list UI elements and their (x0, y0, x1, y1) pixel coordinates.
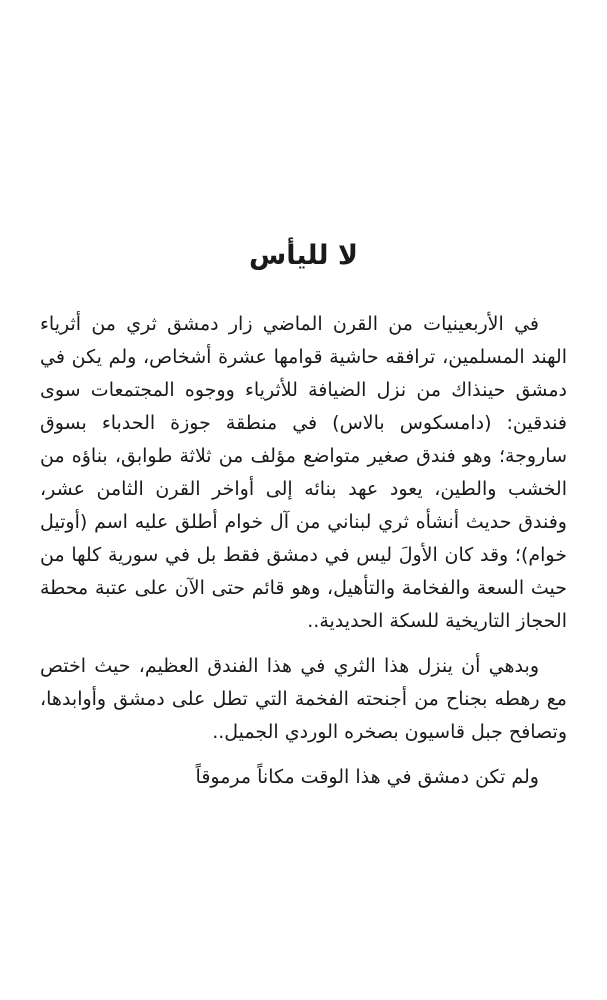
paragraph-1: في الأربعينيات من القرن الماضي زار دمشق ثري من أثرياء الهند المسلمين، ترافقه حاشية قوامها عشرة أشخاص، ولم يكن في دمشق حينذاك من نزل الضيافة للأثرياء ووجوه المجتمعات سوى فندقين: (دامسكوس بالاس) في منطقة جوزة الحدباء بسوق ساروجة؛ وهو فندق صغير متواضع مؤلف من ثلاثة طوابق، بناؤه من الخشب والطين، يعود عهد بنائه إلى أواخر القرن الثامن عشر، وفندق حديث أنشأه ثري لبناني من آل خوام أطلق عليه اسم (أوتيل خوام)؛ وقد كان الأولَ ليس في دمشق فقط بل في سورية كلها من حيث السعة والفخامة والتأهيل، وهو قائم حتى الآن على عتبة محطة الحجاز التاريخية للسكة الحديدية.. (40, 313, 567, 632)
body-text (40, 308, 567, 794)
chapter-title: لا لليأس (248, 240, 359, 271)
paragraph-3: ولم تكن دمشق في هذا الوقت مكاناً مرموقاً (195, 766, 539, 788)
paragraph-2: وبدهي أن ينزل هذا الثري في هذا الفندق العظيم، حيث اختص مع رهطه بجناح من أجنحته الفخمة التي تطل على دمشق وأوابدها، وتصافح جبل قاسيون بصخره الوردي الجميل.. (40, 655, 567, 743)
